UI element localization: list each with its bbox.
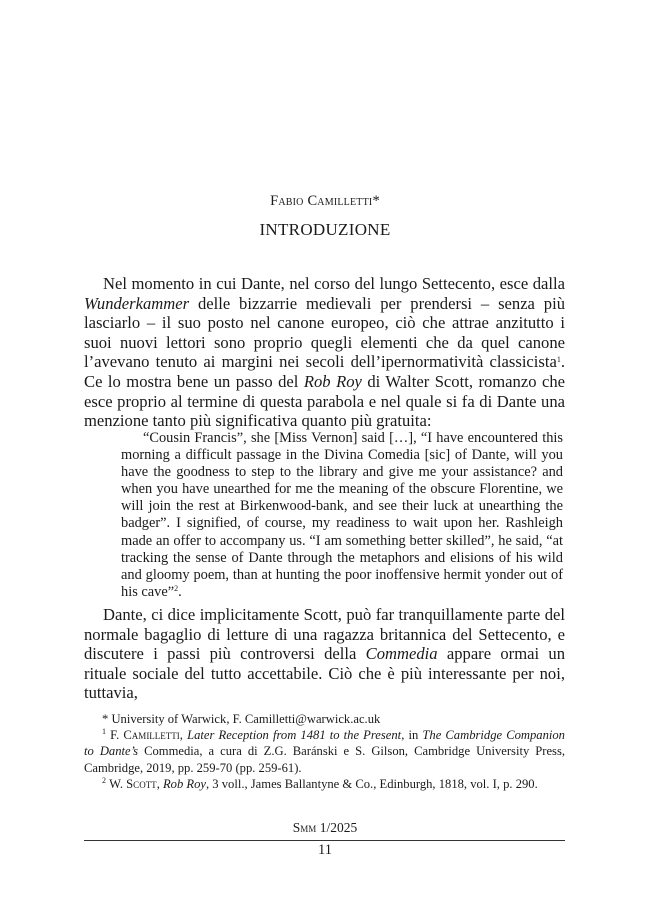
footnotes bbox=[84, 711, 565, 792]
footnote-affiliation: * University of Warwick, F. Camilletti@warwick.ac.uk bbox=[102, 712, 381, 726]
article-title: INTRODUZIONE bbox=[259, 220, 391, 239]
footnote-2-title: Rob Roy bbox=[162, 776, 206, 791]
author-line bbox=[0, 193, 650, 210]
text-run: delle bizzarrie medievali per prendersi – senza più lasciarlo – il suo posto nel canone europeo, ciò che attrae anzitutto i suoi nuovi lettori sono proprio quegli elementi che da quel canone l’avevano tenuto ai margini nei secoli dell’ipernormatività classicista bbox=[84, 293, 565, 372]
emphasis-rob-roy: Rob Roy bbox=[303, 371, 362, 391]
author-footnote-mark: * bbox=[372, 193, 380, 209]
footer-rule bbox=[84, 840, 565, 841]
text-run: di Walter Scott, romanzo che esce proprio al termine di questa parabola e nel quale si fa di Dante una menzione tanto più significativa quanto più gratuita: bbox=[84, 371, 565, 431]
footnote-1-number: 1 bbox=[102, 727, 106, 737]
quote-end: . bbox=[178, 583, 182, 600]
text-run: Dante, ci dice implicitamente Scott, può far tranquillamente parte del normale bagaglio di letture di una ragazza britannica del Settecento, e discutere i passi più controversi della bbox=[84, 605, 565, 664]
body-paragraph-1 bbox=[84, 274, 565, 431]
footnote-2-author: W. Scott bbox=[109, 776, 157, 791]
journal-name: Smm bbox=[292, 820, 317, 835]
body-paragraph-2 bbox=[84, 605, 565, 703]
author-first-name: Fabio bbox=[270, 193, 304, 209]
footnote-1-book: The Cambridge Companion to Dante’s bbox=[84, 728, 565, 759]
author-last-name: Camilletti bbox=[307, 193, 373, 209]
footnote-ref-1[interactable]: 1 bbox=[556, 355, 561, 365]
text-run: Nel momento in cui Dante, nel corso del lungo Settecento, esce dalla bbox=[103, 274, 565, 293]
journal-footer bbox=[0, 820, 650, 836]
footnote-1 bbox=[84, 727, 565, 776]
text-run: , in bbox=[401, 728, 423, 743]
footnote-2-details: , 3 voll., James Ballantyne & Co., Edinburgh, 1818, vol. I, p. 290. bbox=[206, 776, 538, 791]
emphasis-commedia: Commedia bbox=[365, 644, 438, 664]
footnote-ref-2[interactable]: 2 bbox=[174, 583, 179, 593]
text-run: , bbox=[179, 728, 188, 743]
footnote-1-author: F. Camilletti bbox=[110, 728, 180, 743]
text-run: appare ormai un rituale sociale del tutto accettabile. Ciò che è più interessante per noi, tuttavia, bbox=[84, 644, 565, 703]
footnote-1-book-title: Commedia bbox=[138, 744, 200, 759]
text-run: , bbox=[156, 776, 163, 791]
emphasis-wunderkammer: Wunderkammer bbox=[84, 293, 190, 313]
block-quote bbox=[121, 430, 563, 601]
quote-text: “Cousin Francis”, she [Miss Vernon] said […], “I have encountered this morning a difficult passage in the Divina Comedia [sic] of Dante, will you have the goodness to step to the library and give me your assistance? and when you have unearthed for me the meaning of the obscure Florentine, we will join the rest at Birkenwood-bank, and see their luck at unearthing the badger”. I signified, of course, my readiness to wait upon her. Rashleigh made an offer to accompany us. “I am something better skilled”, he said, “at tracking the sense of Dante through the metaphors and elisions of his wild and gloomy poem, than at hunting the poor inoffensive hermit yonder out of his cave” bbox=[121, 430, 563, 600]
text-run: . Ce lo mostra bene un passo del bbox=[84, 352, 565, 391]
footnote-1-title: Later Reception from 1481 to the Present bbox=[187, 728, 402, 743]
footnote-2 bbox=[84, 776, 565, 792]
footnote-1-details: , a cura di Z.G. Baránski e S. Gilson, Cambridge University Press, Cambridge, 2019, pp. 259-70 (pp. 259-61). bbox=[84, 744, 566, 775]
page-number: 11 bbox=[318, 842, 332, 858]
footnote-2-number: 2 bbox=[102, 775, 106, 785]
journal-issue: 1/2025 bbox=[316, 820, 358, 835]
